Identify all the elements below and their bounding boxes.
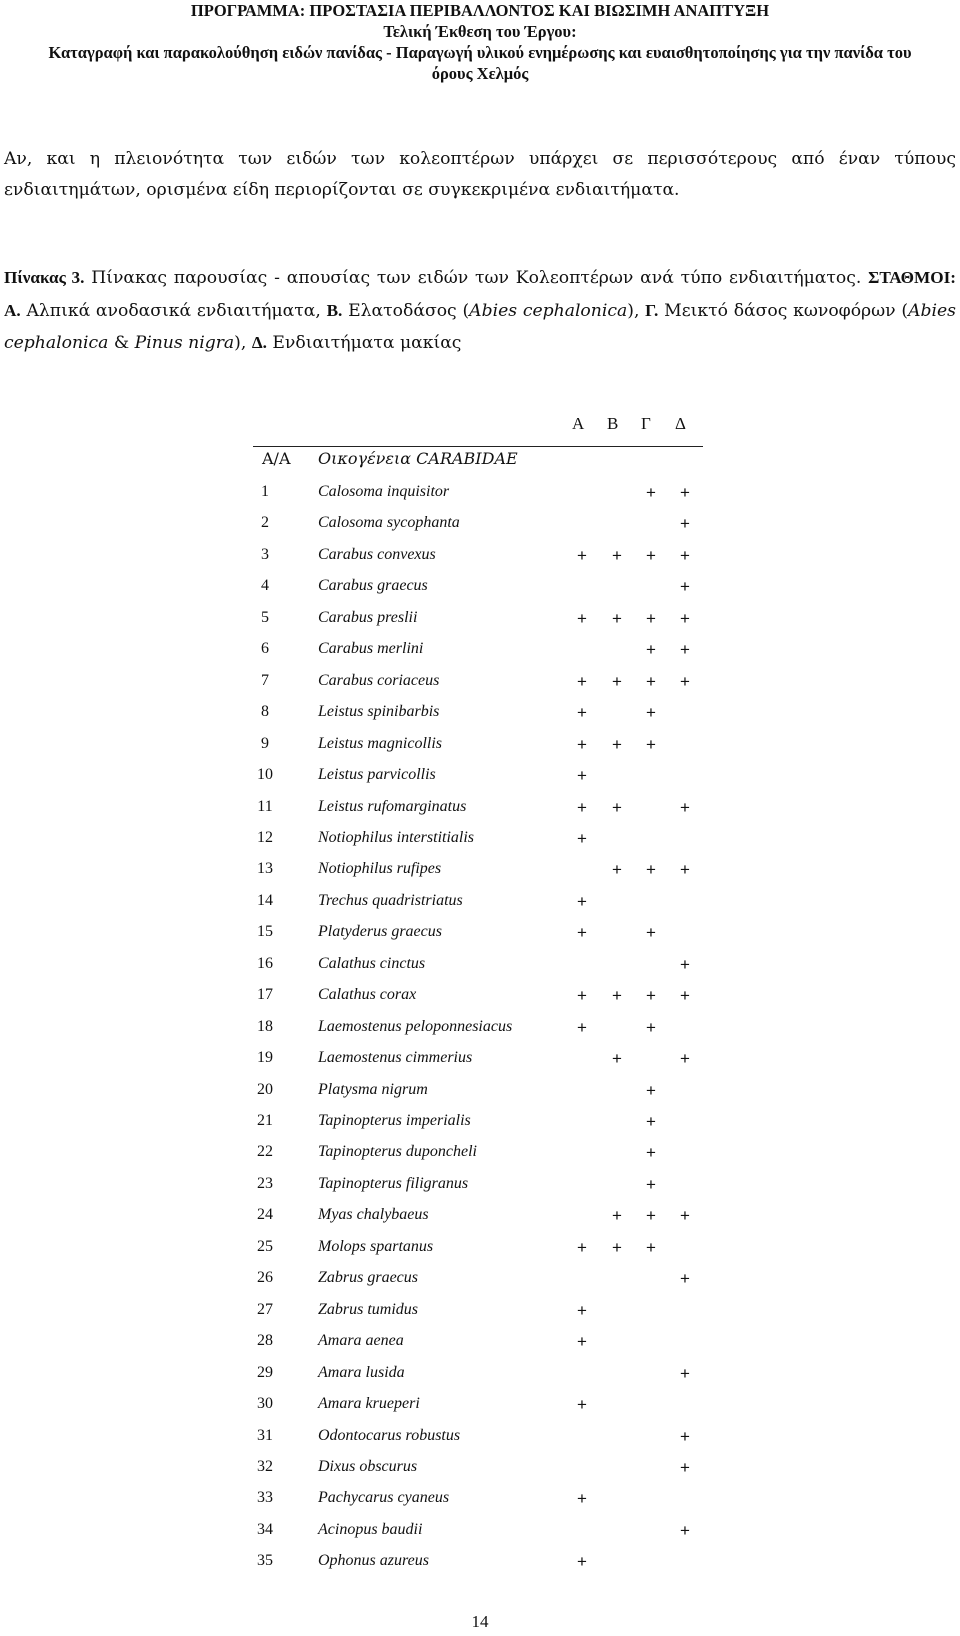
row-number: 10: [257, 766, 273, 784]
species-name: Calosoma sycophanta: [318, 514, 460, 532]
presence-mark-b: +: [612, 797, 622, 817]
table-row: [250, 860, 710, 891]
row-number: 26: [257, 1269, 273, 1287]
row-number: 1: [261, 483, 269, 500]
header-report: Τελική Έκθεση του Έργου:: [383, 22, 577, 41]
row-number: 5: [261, 608, 269, 626]
presence-mark-a: +: [577, 671, 587, 691]
row-number: 22: [257, 1143, 273, 1161]
presence-mark-d: +: [680, 514, 690, 534]
row-number: 7: [261, 671, 269, 689]
header-project-title-cont: όρους Χελμός: [431, 64, 529, 83]
presence-mark-a: +: [577, 734, 587, 754]
species-name: Tapinopterus filigranus: [318, 1174, 469, 1192]
table-row: [250, 577, 710, 608]
presence-mark-d: +: [680, 797, 690, 817]
presence-mark-b: +: [612, 608, 622, 628]
row-number: 33: [257, 1489, 273, 1507]
presence-mark-b: +: [612, 860, 622, 880]
table-row: [250, 1206, 710, 1237]
presence-mark-d: +: [680, 545, 690, 565]
row-number: 16: [257, 954, 273, 972]
presence-mark-c: +: [646, 1174, 656, 1194]
column-header-a: Α: [572, 414, 585, 433]
presence-mark-b: +: [612, 1206, 622, 1226]
row-number: 19: [257, 1049, 273, 1067]
presence-mark-d: +: [680, 1206, 690, 1226]
table-caption: [4, 262, 956, 360]
station-c-species-2: Pinus nigra: [134, 333, 235, 353]
row-number: 9: [261, 734, 269, 752]
row-number: 32: [257, 1457, 273, 1475]
table-row: [250, 672, 710, 703]
row-number: 18: [257, 1017, 273, 1035]
species-name: Leistus rufomarginatus: [318, 797, 467, 815]
presence-mark-d: +: [680, 671, 690, 691]
species-name: Dixus obscurus: [318, 1457, 418, 1475]
header-program: ΠΡΟΓΡΑΜΜΑ: ΠΡΟΣΤΑΣΙΑ ΠΕΡΙΒΑΛΛΟΝΤΟΣ ΚΑΙ ΒΙΩΣΙΜΗ ΑΝΑΠΤΥΞΗ: [190, 1, 770, 20]
presence-mark-a: +: [577, 1552, 587, 1572]
presence-mark-d: +: [680, 860, 690, 880]
table-row: [250, 1332, 710, 1363]
presence-mark-d: +: [680, 1426, 690, 1446]
table-row: [250, 1049, 710, 1080]
presence-mark-c: +: [646, 1237, 656, 1257]
caption-line-1: [4, 262, 956, 295]
row-number: 2: [261, 514, 269, 532]
species-name: Calosoma inquisitor: [318, 483, 450, 500]
row-number: 6: [261, 640, 269, 658]
presence-mark-a: +: [577, 1395, 587, 1415]
presence-mark-c: +: [646, 703, 656, 723]
presence-mark-b: +: [612, 986, 622, 1006]
species-name: Leistus parvicollis: [318, 766, 436, 784]
presence-mark-d: +: [680, 954, 690, 974]
row-number: 28: [257, 1332, 273, 1350]
species-name: Calathus corax: [318, 986, 417, 1004]
row-number: 21: [257, 1112, 273, 1129]
presence-mark-a: +: [577, 545, 587, 565]
station-c-text: Μεικτό δάσος κωνοφόρων (: [658, 300, 909, 321]
presence-mark-d: +: [680, 608, 690, 628]
species-name: Amara krueperi: [318, 1395, 420, 1413]
species-name: Tapinopterus duponcheli: [318, 1143, 477, 1161]
table-row: [250, 1458, 710, 1489]
row-number: 25: [257, 1237, 273, 1255]
table-row: [250, 735, 710, 766]
presence-mark-d: +: [680, 1049, 690, 1069]
presence-mark-c: +: [646, 1080, 656, 1100]
table-row: [250, 923, 710, 954]
species-name: Carabus graecus: [318, 577, 428, 595]
caption-stations-label: ΣΤΑΘΜΟΙ:: [868, 268, 956, 287]
aa-header: Α/Α: [262, 449, 291, 468]
presence-mark-a: +: [577, 797, 587, 817]
row-number: 8: [261, 703, 269, 721]
table-row: [250, 1112, 710, 1143]
presence-mark-a: +: [577, 608, 587, 628]
table-row: [250, 514, 710, 545]
station-d-label: Δ.: [251, 333, 267, 352]
station-a-label: Α.: [4, 300, 21, 320]
species-name: Leistus spinibarbis: [318, 703, 440, 721]
column-header-b: Β: [607, 414, 619, 433]
table-row: [250, 1364, 710, 1395]
presence-mark-a: +: [577, 1489, 587, 1509]
row-number: 12: [257, 828, 273, 846]
station-b-species: Abies cephalonica: [469, 300, 628, 321]
row-number: 29: [257, 1363, 273, 1381]
presence-mark-d: +: [680, 1363, 690, 1383]
table-row: [250, 1489, 710, 1520]
presence-mark-a: +: [577, 891, 587, 911]
station-c-species-genus: Abies: [908, 300, 956, 321]
presence-mark-a: +: [577, 703, 587, 723]
table-row: [250, 1238, 710, 1269]
species-name: Platysma nigrum: [318, 1080, 428, 1098]
table-row: [250, 1175, 710, 1206]
presence-mark-d: +: [680, 483, 690, 502]
presence-mark-d: +: [680, 577, 690, 597]
presence-mark-c: +: [646, 1143, 656, 1163]
table-row: [250, 483, 710, 514]
header-rule: [253, 446, 703, 447]
species-name: Platyderus graecus: [318, 923, 442, 941]
caption-label: Πίνακας 3.: [4, 268, 85, 287]
station-b-label: Β.: [326, 300, 343, 320]
table-row: [250, 1081, 710, 1112]
caption-text: Πίνακας παρουσίας - απουσίας των ειδών των Κολεοπτέρων ανά τύπο ενδιαιτήματος.: [84, 268, 869, 288]
species-name: Zabrus tumidus: [318, 1300, 419, 1318]
row-number: 3: [261, 545, 269, 563]
family-header: Οικογένεια CARABIDAE: [318, 449, 518, 468]
species-name: Amara aenea: [318, 1332, 404, 1350]
table-row: [250, 1521, 710, 1552]
station-d-text: Ενδιαιτήματα μακίας: [266, 333, 462, 353]
row-number: 15: [257, 923, 273, 941]
station-c-label: Γ.: [645, 300, 659, 320]
presence-mark-c: +: [646, 1112, 656, 1131]
table-row: [250, 986, 710, 1017]
presence-mark-b: +: [612, 734, 622, 754]
row-number: 4: [261, 577, 269, 595]
presence-mark-c: +: [646, 923, 656, 943]
species-name: Myas chalybaeus: [318, 1206, 429, 1224]
header-project-title: Καταγραφή και παρακολούθηση ειδών πανίδας - Παραγωγή υλικού ενημέρωσης και ευαισθητοποίησης για την πανίδα του: [48, 43, 912, 62]
species-name: Tapinopterus imperialis: [318, 1112, 471, 1129]
page-header: [0, 0, 960, 84]
caption-line-2: [4, 295, 956, 328]
table-row: [250, 1143, 710, 1174]
row-number: 17: [257, 986, 273, 1004]
table-row: [250, 1269, 710, 1300]
presence-mark-b: +: [612, 1049, 622, 1069]
species-name: Carabus convexus: [318, 545, 436, 563]
presence-mark-b: +: [612, 1237, 622, 1257]
presence-mark-a: +: [577, 1332, 587, 1352]
species-name: Calathus cinctus: [318, 954, 426, 972]
presence-mark-c: +: [646, 1017, 656, 1037]
table-row: [250, 955, 710, 986]
species-name: Notiophilus rufipes: [318, 860, 442, 878]
presence-mark-a: +: [577, 1237, 587, 1257]
species-name: Carabus coriaceus: [318, 671, 440, 689]
table-row: [250, 829, 710, 860]
intro-line-2: ενδιαιτημάτων, ορισμένα είδη περιορίζονται σε συγκεκριμένα ενδιαιτήματα.: [4, 180, 680, 200]
row-number: 14: [257, 891, 273, 909]
row-number: 35: [257, 1552, 273, 1570]
presence-mark-c: +: [646, 640, 656, 660]
presence-mark-d: +: [680, 1269, 690, 1289]
presence-mark-d: +: [680, 1457, 690, 1477]
presence-mark-c: +: [646, 671, 656, 691]
row-number: 34: [257, 1520, 273, 1538]
species-name: Ophonus azureus: [318, 1552, 429, 1570]
station-c-end: ),: [234, 333, 252, 353]
species-name: Carabus merlini: [318, 640, 424, 658]
presence-mark-b: +: [612, 671, 622, 691]
presence-mark-a: +: [577, 766, 587, 786]
table-row: [250, 798, 710, 829]
row-number: 24: [257, 1206, 273, 1224]
species-name: Laemostenus peloponnesiacus: [318, 1017, 513, 1035]
species-name: Pachycarus cyaneus: [318, 1489, 450, 1507]
presence-mark-c: +: [646, 734, 656, 754]
station-b-end: ),: [627, 300, 646, 321]
presence-mark-a: +: [577, 923, 587, 943]
species-name: Odontocarus robustus: [318, 1426, 461, 1444]
intro-paragraph: [4, 144, 956, 206]
page-number: 14: [471, 1612, 489, 1631]
table-row: [250, 640, 710, 671]
table-row: [250, 703, 710, 734]
presence-mark-c: +: [646, 860, 656, 880]
presence-mark-a: +: [577, 986, 587, 1006]
row-number: 13: [257, 860, 273, 878]
table-row: [250, 546, 710, 577]
presence-mark-c: +: [646, 1206, 656, 1226]
species-name: Acinopus baudii: [318, 1520, 423, 1538]
presence-mark-c: +: [646, 608, 656, 628]
table-row: [250, 1395, 710, 1426]
presence-mark-d: +: [680, 1520, 690, 1540]
table-row: [250, 1427, 710, 1458]
station-c-species-epithet: cephalonica: [4, 333, 109, 353]
presence-mark-c: +: [646, 986, 656, 1006]
intro-line-1: Αν, και η πλειονότητα των ειδών των κολεοπτέρων υπάρχει σε περισσότερους από έναν τύπους: [4, 149, 956, 169]
presence-mark-a: +: [577, 1300, 587, 1320]
column-header-c: Γ: [641, 414, 651, 433]
presence-mark-a: +: [577, 1017, 587, 1037]
species-name: Trechus quadristriatus: [318, 891, 463, 909]
presence-mark-a: +: [577, 828, 587, 848]
station-c-amp: &: [108, 333, 135, 353]
species-name: Molops spartanus: [318, 1237, 434, 1255]
station-a-text: Αλπικά ανοδασικά ενδιαιτήματα,: [20, 300, 327, 321]
species-name: Laemostenus cimmerius: [318, 1049, 473, 1067]
row-number: 27: [257, 1300, 273, 1318]
presence-mark-d: +: [680, 986, 690, 1006]
table-row: [250, 766, 710, 797]
species-name: Amara lusida: [318, 1363, 405, 1381]
presence-mark-c: +: [646, 545, 656, 565]
row-number: 11: [257, 797, 273, 815]
presence-mark-c: +: [646, 483, 656, 502]
species-name: Carabus preslii: [318, 608, 418, 626]
caption-line-3: [4, 333, 461, 353]
table-row: [250, 892, 710, 923]
species-name: Notiophilus interstitialis: [318, 828, 475, 846]
species-name: Zabrus graecus: [318, 1269, 419, 1287]
column-header-d: Δ: [675, 414, 686, 433]
table-row: [250, 1552, 710, 1583]
table-row: [250, 1018, 710, 1049]
station-b-text: Ελατοδάσος (: [342, 300, 470, 321]
table-row: [250, 609, 710, 640]
presence-mark-d: +: [680, 640, 690, 660]
row-number: 23: [257, 1174, 273, 1192]
species-name: Leistus magnicollis: [318, 734, 443, 752]
presence-mark-b: +: [612, 545, 622, 565]
table-row: [250, 1301, 710, 1332]
row-number: 20: [257, 1080, 273, 1098]
row-number: 31: [257, 1426, 273, 1444]
row-number: 30: [257, 1395, 273, 1413]
